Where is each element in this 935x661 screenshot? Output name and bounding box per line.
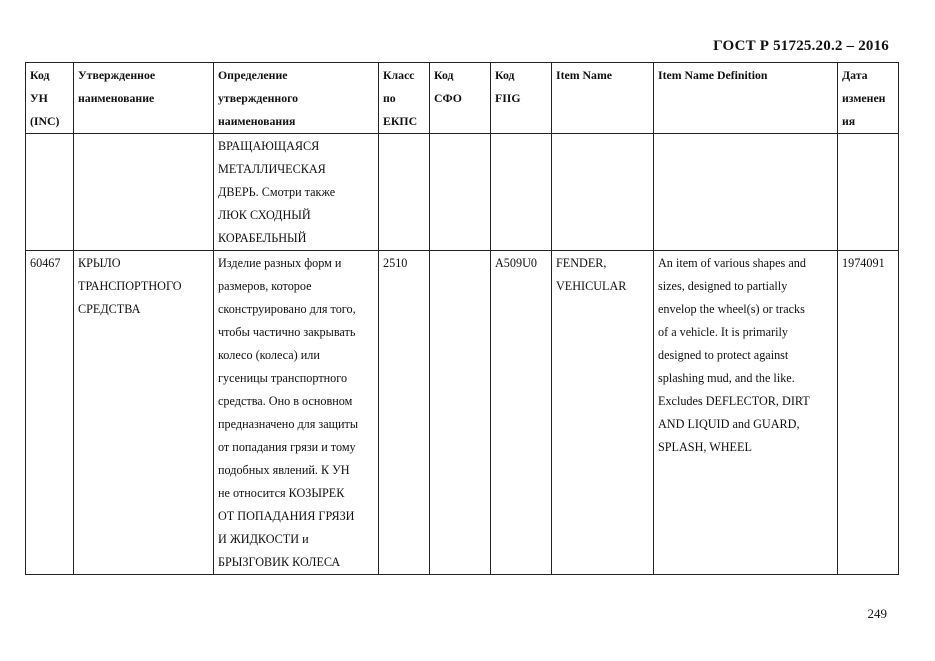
header-line: Дата [842, 68, 868, 82]
item-definition-line: designed to protect against [658, 348, 789, 362]
header-name-definition [214, 63, 379, 134]
name-line: СРЕДСТВА [78, 302, 141, 316]
cell-inc-code [26, 134, 74, 251]
header-line: ЕКПС [383, 114, 418, 128]
cell-inc-code: 60467 [26, 251, 74, 575]
cell-approved-name [74, 251, 214, 575]
item-name-line: FENDER, [556, 256, 607, 270]
cell-change-date: 1974091 [838, 251, 899, 575]
definition-line: сконструировано для того, [218, 302, 356, 316]
header-line: Item Name Definition [658, 68, 768, 82]
header-fiig-code [491, 63, 552, 134]
cell-ekps-class [379, 134, 430, 251]
definition-line: чтобы частично закрывать [218, 325, 356, 339]
item-definition-line: Excludes DEFLECTOR, DIRT [658, 394, 810, 408]
cell-item-name-definition [654, 134, 838, 251]
name-line: КРЫЛО [78, 256, 121, 270]
page-number: 249 [867, 606, 887, 621]
cell-sfo-code [430, 134, 491, 251]
definition-line: ВРАЩАЮЩАЯСЯ [218, 139, 320, 153]
header-line: наименования [218, 114, 296, 128]
cell-fiig-code [491, 134, 552, 251]
header-line: Утвержденное [78, 68, 156, 82]
definition-line: колесо (колеса) или [218, 348, 320, 362]
definition-line: ДВЕРЬ. Смотри также [218, 185, 336, 199]
cell-fiig-code: A509U0 [491, 251, 552, 575]
item-definition-line: splashing mud, and the like. [658, 371, 795, 385]
definition-line: от попадания грязи и тому [218, 440, 356, 454]
header-inc-code [26, 63, 74, 134]
header-ekps-class [379, 63, 430, 134]
header-line: (INC) [30, 114, 60, 128]
header-line: наименование [78, 91, 155, 105]
header-line: Определение [218, 68, 288, 82]
cell-sfo-code [430, 251, 491, 575]
header-change-date [838, 63, 899, 134]
header-sfo-code [430, 63, 491, 134]
header-line: изменен [842, 91, 886, 105]
cell-ekps-class: 2510 [379, 251, 430, 575]
definition-line: БРЫЗГОВИК КОЛЕСА [218, 555, 341, 569]
item-name-line: VEHICULAR [556, 279, 627, 293]
definition-line: Изделие разных форм и [218, 256, 342, 270]
item-definition-line: sizes, designed to partially [658, 279, 788, 293]
header-line: Класс [383, 68, 415, 82]
item-definition-line: SPLASH, WHEEL [658, 440, 752, 454]
header-line: ия [842, 114, 856, 128]
catalog-table [25, 62, 899, 575]
item-definition-line: AND LIQUID and GUARD, [658, 417, 800, 431]
definition-line: не относится КОЗЫРЕК [218, 486, 345, 500]
header-line: Item Name [556, 68, 613, 82]
item-definition-line: envelop the wheel(s) or tracks [658, 302, 805, 316]
table-row [26, 251, 899, 575]
definition-line: КОРАБЕЛЬНЫЙ [218, 231, 307, 245]
header-line: Код [30, 68, 50, 82]
cell-name-definition [214, 251, 379, 575]
cell-approved-name [74, 134, 214, 251]
definition-line: МЕТАЛЛИЧЕСКАЯ [218, 162, 326, 176]
header-line: СФО [434, 91, 462, 105]
cell-item-name [552, 134, 654, 251]
header-line: утвержденного [218, 91, 299, 105]
header-line: FIIG [495, 91, 521, 105]
table-header-row [26, 63, 899, 134]
document-standard-header: ГОСТ Р 51725.20.2 – 2016 [713, 38, 889, 54]
header-item-name-definition [654, 63, 838, 134]
cell-name-definition [214, 134, 379, 251]
definition-line: ЛЮК СХОДНЫЙ [218, 208, 311, 222]
definition-line: ОТ ПОПАДАНИЯ ГРЯЗИ [218, 509, 355, 523]
definition-line: средства. Оно в основном [218, 394, 353, 408]
table-row [26, 134, 899, 251]
cell-item-name-definition [654, 251, 838, 575]
definition-line: подобных явлений. К УН [218, 463, 350, 477]
item-definition-line: An item of various shapes and [658, 256, 806, 270]
definition-line: предназначено для защиты [218, 417, 359, 431]
header-line: УН [30, 91, 48, 105]
cell-change-date [838, 134, 899, 251]
header-approved-name [74, 63, 214, 134]
header-item-name [552, 63, 654, 134]
header-line: Код [434, 68, 454, 82]
item-definition-line: of a vehicle. It is primarily [658, 325, 788, 339]
definition-line: гусеницы транспортного [218, 371, 348, 385]
cell-item-name [552, 251, 654, 575]
definition-line: размеров, которое [218, 279, 312, 293]
name-line: ТРАНСПОРТНОГО [78, 279, 182, 293]
header-line: Код [495, 68, 515, 82]
header-line: по [383, 91, 396, 105]
definition-line: И ЖИДКОСТИ и [218, 532, 309, 546]
